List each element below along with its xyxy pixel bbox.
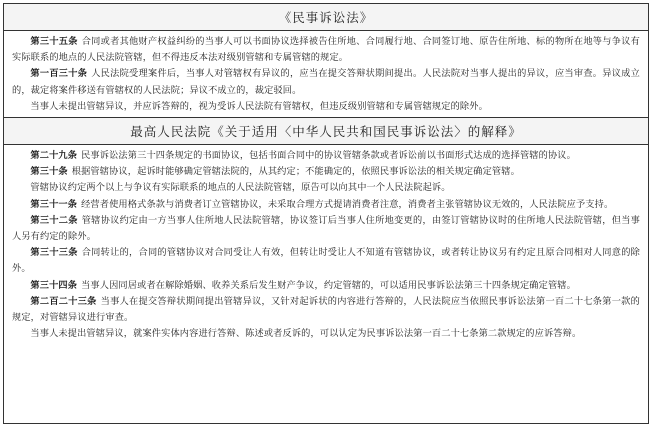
article-number: 第三十三条 [30, 247, 78, 259]
article-number: 第三十一条 [30, 198, 78, 210]
law2-para [12, 164, 640, 180]
article-text: 当事人未提出管辖异议，就案件实体内容进行答辩、陈述或者反诉的，可以认定为民事诉讼法第一百二十七条第二款规定的应诉答辩。 [30, 328, 582, 340]
article-text: 当事人未提出管辖异议，并应诉答辩的，视为受诉人民法院有管辖权，但违反级别管辖和专属管辖规定的除外。 [30, 100, 488, 112]
law2-title: 最高人民法院《关于适用〈中华人民共和国民事诉讼法〉的解释》 [130, 124, 522, 140]
article-text: 当事人在提交答辩状期间提出管辖异议，又针对起诉状的内容进行答辩的，人民法院应当依照民事诉讼法第一百二十七条第一款的规定，对管辖异议进行审查。 [12, 295, 640, 324]
law1-title-row [4, 4, 648, 31]
law2-title-row [4, 117, 648, 145]
law1-title: 《民事诉讼法》 [278, 10, 374, 25]
law2-para [12, 148, 640, 164]
law2-para [12, 213, 640, 245]
law2-para [12, 326, 640, 342]
article-text: 经营者使用格式条款与消费者订立管辖协议，未采取合理方式提请消费者注意，消费者主张管辖协议无效的，人民法院应予支持。 [81, 198, 614, 210]
law-comparison-table [3, 3, 649, 424]
law2-body [4, 145, 648, 344]
article-text: 管辖协议约定由一方当事人住所地人民法院管辖，协议签订后当事人住所地变更的，由签订管辖协议时的住所地人民法院管辖，但当事人另有约定的除外。 [12, 214, 640, 243]
article-number: 第三十五条 [30, 36, 78, 47]
article-text: 人民法院受理案件后，当事人对管辖权有异议的，应当在提交答辩状期间提出。人民法院对当事人提出的异议，应当审查。异议成立的，裁定将案件移送有管辖权的人民法院；异议不成立的，裁定驳回。 [12, 68, 640, 96]
law2-para [12, 294, 640, 326]
article-number: 第三十四条 [30, 279, 78, 291]
article-text: 合同或者其他财产权益纠纷的当事人可以书面协议选择被告住所地、合同履行地、合同签订地、原告住所地、标的物所在地等与争议有实际联系的地点的人民法院管辖，但不得违反本法对级别管辖和专属管辖的规定。 [12, 36, 640, 64]
law1-para [12, 99, 640, 115]
article-text: 管辖协议约定两个以上与争议有实际联系的地点的人民法院管辖，原告可以向其中一个人民法院起诉。 [30, 182, 451, 194]
law2-para [12, 180, 640, 196]
law2-para [12, 197, 640, 213]
article-number: 第三十条 [30, 166, 68, 178]
law1-para [12, 66, 640, 98]
article-text: 当事人因同居或者在解除婚姻、收养关系后发生财产争议，约定管辖的，可以适用民事诉讼法第三十四条规定确定管辖。 [81, 279, 576, 291]
law1-para [12, 34, 640, 66]
article-number: 第二十九条 [30, 150, 78, 162]
article-number: 第一百三十条 [30, 68, 88, 80]
article-text: 民事诉讼法第三十四条规定的书面协议，包括书面合同中的协议管辖条款或者诉讼前以书面形式达成的选择管辖的协议。 [81, 150, 576, 162]
law2-para [12, 278, 640, 294]
law2-para [12, 245, 640, 277]
article-text: 合同转让的，合同的管辖协议对合同受让人有效，但转让时受让人不知道有管辖协议，或者转让协议另有约定且原合同相对人同意的除外。 [12, 247, 640, 275]
article-number: 第三十二条 [30, 214, 78, 226]
article-number: 第二百二十三条 [30, 295, 97, 307]
article-text: 根据管辖协议，起诉时能够确定管辖法院的，从其约定；不能确定的，依照民事诉讼法的相关规定确定管辖。 [71, 166, 520, 178]
law1-body [4, 31, 648, 117]
